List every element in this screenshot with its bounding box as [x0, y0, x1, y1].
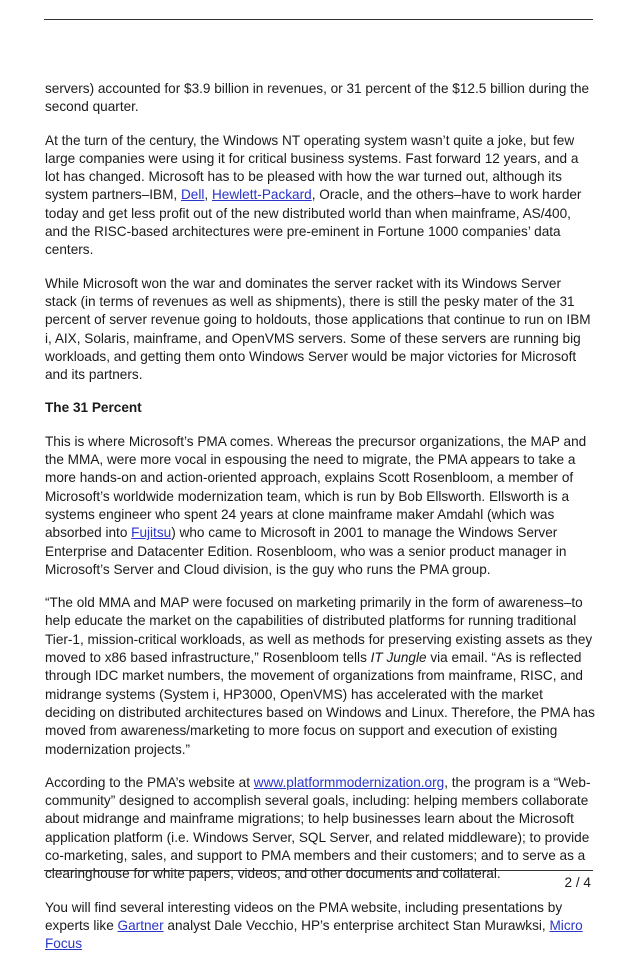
- section-heading: The 31 Percent: [45, 400, 142, 416]
- publication-name: IT Jungle: [370, 650, 427, 666]
- paragraph-5-text-b: via email. “As is reflected through IDC market numbers, the movement of organizations from mainframe, RISC, and midrange systems (System i, HP3000, OpenVMS) has accelerated with the market deciding on distributed architectures based on Windows and Linux. Therefore, the PMA has moved from awareness/marketing to more focus on support and execution of existing modernization projects.”: [45, 650, 595, 757]
- paragraph-4-text-a: This is where Microsoft’s PMA comes. Whereas the precursor organizations, the MAP and the MMA, were more vocal in espousing the need to migrate, the PMA appears to take a more hands-on and action-oriented approach, explains Scott Rosenbloom, a member of Microsoft’s worldwide modernization team, which is run by Bob Ellsworth. Ellsworth is a systems engineer who spent 24 years at clone mainframe maker Amdahl (which was absorbed into: [45, 433, 587, 541]
- footer-rule: [44, 870, 593, 871]
- paragraph-7-text-b: analyst Dale Vecchio, HP’s enterprise architect Stan Murawksi,: [163, 917, 550, 933]
- paragraph-7-text-a: You will find several interesting videos on the PMA website, including presentations by experts like: [45, 899, 563, 933]
- paragraph-2-text-b: ,: [204, 187, 212, 203]
- paragraph-7: [45, 899, 595, 954]
- article-body: [45, 80, 595, 968]
- paragraph-4: [45, 433, 595, 579]
- header-rule: [44, 19, 593, 20]
- paragraph-4-text-b: ) who came to Microsoft in 2001 to manage the Windows Server Enterprise and Datacenter Edition. Rosenbloom, who was a senior product manager in Microsoft’s Server and Cloud division, is the guy who runs the PMA group.: [45, 525, 567, 577]
- micro-focus-link[interactable]: Micro Focus: [45, 917, 583, 952]
- paragraph-5-text-a: “The old MMA and MAP were focused on marketing primarily in the form of awareness–to help educate the market on the capabilities of distributed platforms for running traditional Tier-1, mission-critical workloads, as well as methods for preserving existing assets as they moved to x86 based infrastructure,” Rosenbloom tells: [45, 595, 593, 666]
- paragraph-2: [45, 132, 595, 260]
- paragraph-6: [45, 774, 595, 884]
- paragraph-6-text-a: According to the PMA’s website at: [45, 774, 254, 790]
- pma-website-link[interactable]: www.platformmodernization.org: [253, 774, 445, 790]
- paragraph-5: [45, 594, 595, 759]
- gartner-link[interactable]: Gartner: [117, 917, 164, 933]
- paragraph-2-text-a: At the turn of the century, the Windows NT operating system wasn’t quite a joke, but few large companies were using it for critical business systems. Fast forward 12 years, and a lot has changed. Microsoft has to be pleased with how the war turned out, although its system partners–IBM,: [45, 132, 579, 203]
- fujitsu-link[interactable]: Fujitsu: [131, 525, 172, 541]
- dell-link[interactable]: Dell: [180, 187, 205, 203]
- paragraph-3: While Microsoft won the war and dominates the server racket with its Windows Server stack (in terms of revenues as well as shipments), there is still the pesky mater of the 31 percent of server revenue going to holdouts, those applications that continue to run on IBM i, AIX, Solaris, mainframe, and OpenVMS servers. Some of these servers are running big workloads, and getting them onto Windows Server would be major victories for Microsoft and its partners.: [45, 275, 591, 383]
- paragraph-6-text-b: , the program is a “Web-community” designed to accomplish several goals, including: helping members collaborate about midrange and mainframe migrations; to help businesses learn about the Microsoft application platform (i.e. Windows Server, SQL Server, and related middleware); to provide co-marketing, sales, and support to PMA members and their customers; and to serve as a clearinghouse for white papers, videos, and other documents and collateral.: [45, 774, 591, 882]
- page-number: 2 / 4: [564, 875, 591, 890]
- hewlett-packard-link[interactable]: Hewlett-Packard: [211, 187, 312, 203]
- paragraph-1: servers) accounted for $3.9 billion in revenues, or 31 percent of the $12.5 billion during the second quarter.: [45, 81, 590, 115]
- paragraph-2-text-c: , Oracle, and the others–have to work harder today and get less profit out of the new distributed world than when mainframe, AS/400, and the RISC-based architectures were pre-eminent in Fortune 1000 companies’ data centers.: [45, 187, 582, 258]
